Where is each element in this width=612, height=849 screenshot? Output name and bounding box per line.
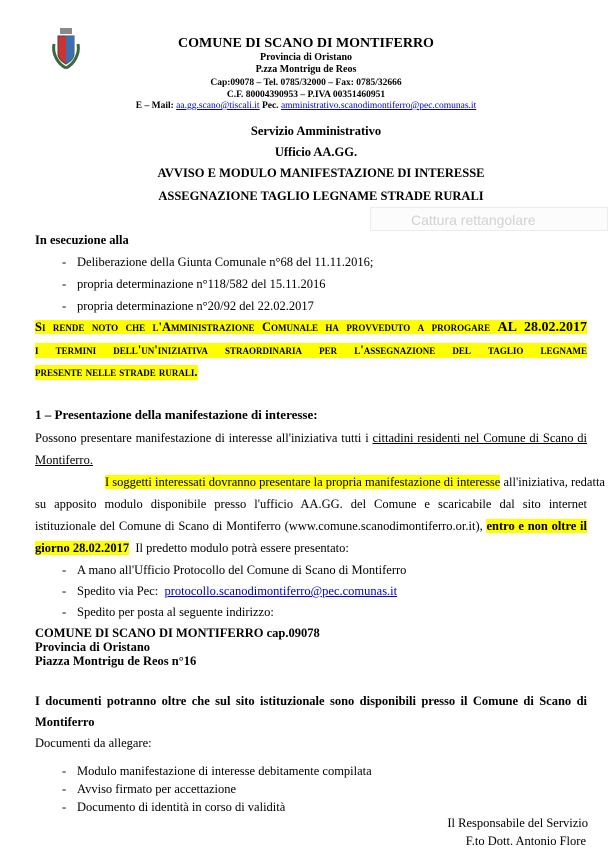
header-fiscal: C.F. 80004390953 – P.IVA 00351460951 [226, 90, 386, 100]
section1-p2-line4: giorno 28.02.2017 Il predetto modulo potrà essere presentato: [35, 541, 349, 555]
header-province: Provincia di Oristano [259, 52, 353, 63]
section1-heading: 1 – Presentazione della manifestazione di interesse: [35, 407, 318, 422]
header-title: COMUNE DI SCANO DI MONTIFERRO [178, 36, 434, 51]
documents-line-2: Montiferro [35, 715, 95, 729]
notice-line-1: Si rende noto che l'Amministrazione Comunale ha provveduto a prorogare AL 28.02.2017 [35, 320, 587, 335]
postal-address-2: Provincia di Oristano [35, 640, 151, 654]
section1-p2-line2: su apposito modulo disponibile presso l'ufficio AA.GG. del Comune e scaricabile dal sito internet [35, 497, 587, 511]
email-label: E – Mail: [135, 101, 174, 111]
header-address: P.zza Montrigu de Reos [255, 64, 357, 75]
postal-address-3: Piazza Montrigu de Reos n°16 [35, 654, 197, 668]
document-page: COMUNE DI SCANO DI MONTIFERRO Provincia di Oristano P.zza Montrigu de Reos Cap:09078 – Tel. 0785/32000 – Fax: 0785/32666 C.F. 80004390953 – P.IVA 00351460951 E – Mail: aa.gg.scano@tiscali.it Pec. amministrativo.scanodimontiferro@pec.comunas.it Servizio Amministrativo Ufficio AA.GG. AVVISO E MODULO MANIFESTAZIONE DI INTERESSE ASSEGNAZIONE TAGLIO LEGNAME STRADE RURALI Cattura rettangolare In esecuzione alla - Deliberazione della Giunta Comunale n°68 del 11.11.2016; - propria determinazione n°118/582 del 15.11.2016 - propria determinazione n°20/92 del 22.02.2017 Si rende noto che l'Amministrazione Comunale ha provveduto a prorogare AL 28.02.2017 i termini dell'un'iniziativa straordinaria per l'assegnazione del taglio legname presente nelle strade rurali. 1 – Presentazione della manifestazione di interesse: Possono presentare manifestazione di interesse all'iniziativa tutti i cittadini residenti nel Comune di Scano di Montiferro. I soggetti interessati dovranno presentare la propria manifestazione di interesse all'iniziativa, redatta su apposito modulo disponibile presso l'ufficio AA.GG. del Comune e scaricabile dal sito internet istituzionale del Comune di Scano di Montiferro (www.comune.scanodimontiferro.or.it), entro e non oltre il giorno 28.02.2017 Il predetto modulo potrà essere presentato: - A mano all'Ufficio Protocollo del Comune di Scano di Montiferro - Spedito via Pec: protocollo.scanodimontiferro@pec.comunas.it - Spedito per posta al seguente indirizzo: COMUNE DI SCANO DI MONTIFERRO cap.09078 Provincia di Oristano Piazza Montrigu de Reos n°16 I documenti potranno oltre che sul sito istituzionale sono disponibili presso il Comune di Scano di Montiferro Documenti da allegare: - Modulo manifestazione di interesse debitamente compilata - Avviso firmato per accettazione - Documento di identità in corso di validità Il Responsabile del Servizio F.to Dott. Antonio Flore [0, 0, 612, 849]
documents-line-1: I documenti potranno oltre che sul sito istituzionale sono disponibili presso il Comune di Scano di [35, 694, 587, 708]
service-name: Servizio Amministrativo [250, 124, 382, 138]
notice-line-3: presente nelle strade rurali. [35, 365, 198, 379]
notice-title: AVVISO E MODULO MANIFESTAZIONE DI INTERESSE [157, 166, 485, 180]
section1-p2-line3: istituzionale del Comune di Scano di Montiferro (www.comune.scanodimontiferro.or.it), entro e non oltre il [35, 519, 588, 533]
section1-p1: Possono presentare manifestazione di interesse all'iniziativa tutti i cittadini residenti nel Comune di Scano di [35, 431, 587, 445]
section1-p1-end: Montiferro. [35, 453, 93, 467]
email-link[interactable]: aa.gg.scano@tiscali.it [176, 101, 260, 111]
notice-subtitle: ASSEGNAZIONE TAGLIO LEGNAME STRADE RURALI [158, 189, 484, 203]
intro-heading: In esecuzione alla [35, 233, 129, 247]
pec-link[interactable]: amministrativo.scanodimontiferro@pec.comunas.it [280, 101, 477, 111]
postal-address-1: COMUNE DI SCANO DI MONTIFERRO cap.09078 [35, 626, 320, 640]
screenshot-tooltip: Cattura rettangolare [370, 207, 608, 231]
office-name: Ufficio AA.GG. [274, 145, 358, 159]
signature-name: F.to Dott. Antonio Flore [465, 834, 586, 848]
header-contacts: Cap:09078 – Tel. 0785/32000 – Fax: 0785/32666 [210, 78, 402, 88]
documents-label: Documenti da allegare: [35, 736, 152, 750]
pec-label: Pec. [261, 101, 279, 111]
protocol-pec-link[interactable]: protocollo.scanodimontiferro@pec.comunas.it [164, 584, 398, 598]
notice-line-2: i termini dell'un'iniziativa straordinaria per l'assegnazione del taglio legname [35, 343, 587, 357]
section1-p2-line1: I soggetti interessati dovranno presentare la propria manifestazione di interesse all'iniziativa, redatta [105, 475, 605, 489]
signature-role: Il Responsabile del Servizio [447, 816, 588, 830]
